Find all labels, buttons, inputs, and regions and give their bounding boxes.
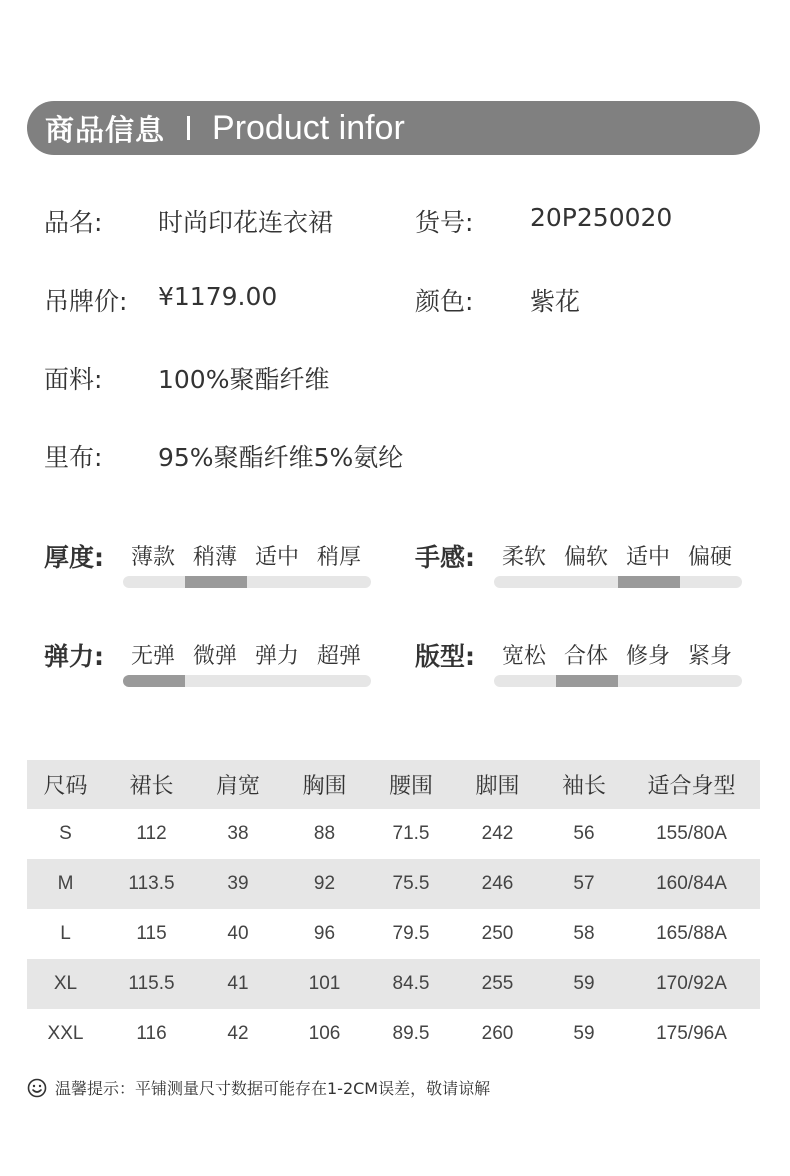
feel-option: 柔软 xyxy=(502,545,547,570)
table-cell: 89.5 xyxy=(392,1023,430,1044)
table-cell: 41 xyxy=(199,959,277,1009)
fit-option: 修身 xyxy=(626,644,671,669)
table-cell: 242 xyxy=(481,823,514,844)
elasticity-option: 无弹 xyxy=(131,644,176,669)
table-cell: S xyxy=(59,823,72,844)
tip-text: 温馨提示：平铺测量尺寸数据可能存在1-2CM误差，敬请谅解 xyxy=(55,1079,491,1098)
feel-option: 偏软 xyxy=(564,545,609,570)
table-cell: 40 xyxy=(227,923,249,944)
table-cell: 115 xyxy=(136,923,167,944)
feel-scale xyxy=(494,576,742,588)
feel-label: 手感: xyxy=(415,543,475,572)
table-row xyxy=(27,809,760,859)
table-row xyxy=(27,1009,760,1059)
table-cell: 246 xyxy=(450,859,545,909)
fit-scale-fill xyxy=(556,675,618,687)
color-label: 颜色: xyxy=(415,287,474,316)
thickness-option: 适中 xyxy=(255,545,300,570)
table-cell: 101 xyxy=(277,959,372,1009)
table-cell: 71.5 xyxy=(392,823,430,844)
fit-option: 紧身 xyxy=(688,644,733,669)
table-cell: 92 xyxy=(277,859,372,909)
header-title-cn: 商品信息 xyxy=(45,112,166,147)
price-label: 吊牌价: xyxy=(44,287,128,316)
table-cell: 42 xyxy=(227,1023,249,1044)
table-cell: 79.5 xyxy=(392,923,430,944)
size-table xyxy=(27,760,760,1059)
size-table-header xyxy=(27,760,760,809)
price-value: ¥1179.00 xyxy=(158,282,278,311)
table-cell: L xyxy=(60,923,71,944)
table-row xyxy=(27,859,760,909)
table-cell: 255 xyxy=(450,959,545,1009)
elasticity-label: 弹力: xyxy=(44,642,104,671)
name-label: 品名: xyxy=(44,208,103,237)
column-header: 胸围 xyxy=(277,760,372,809)
thickness-option: 稍薄 xyxy=(193,545,238,570)
elasticity-option: 弹力 xyxy=(255,644,300,669)
elasticity-scale xyxy=(123,675,371,687)
table-cell: 113.5 xyxy=(104,859,199,909)
table-row xyxy=(27,959,760,1009)
fit-scale xyxy=(494,675,742,687)
feel-option: 适中 xyxy=(626,545,671,570)
thickness-option: 薄款 xyxy=(131,545,176,570)
table-cell: 250 xyxy=(481,923,514,944)
table-cell: 57 xyxy=(545,859,623,909)
lining-label: 里布: xyxy=(44,443,103,472)
thickness-scale xyxy=(123,576,371,588)
column-header: 袖长 xyxy=(545,760,623,809)
table-cell: 116 xyxy=(136,1023,167,1044)
column-header: 肩宽 xyxy=(199,760,277,809)
column-header: 适合身型 xyxy=(623,760,760,809)
table-cell: 38 xyxy=(227,823,249,844)
elasticity-option: 超弹 xyxy=(317,644,362,669)
table-cell: 115.5 xyxy=(104,959,199,1009)
table-cell: XXL xyxy=(47,1023,84,1044)
thickness-label: 厚度: xyxy=(44,543,104,572)
thickness-scale-fill xyxy=(185,576,247,588)
header-title-en: Product infor xyxy=(212,108,405,147)
tip-note xyxy=(27,1076,490,1099)
table-cell: 39 xyxy=(199,859,277,909)
smiley-icon xyxy=(27,1078,47,1098)
thickness-option: 稍厚 xyxy=(317,545,362,570)
feel-option: 偏硬 xyxy=(688,545,733,570)
table-cell: 155/80A xyxy=(656,823,727,844)
column-header: 腰围 xyxy=(372,760,450,809)
section-header xyxy=(27,101,760,155)
table-cell: 58 xyxy=(573,923,595,944)
elasticity-scale-fill xyxy=(123,675,185,687)
table-cell: 165/88A xyxy=(656,923,727,944)
table-cell: 59 xyxy=(573,1023,595,1044)
fit-label: 版型: xyxy=(415,642,475,671)
fit-option: 合体 xyxy=(564,644,609,669)
column-header: 脚围 xyxy=(450,760,545,809)
name-value: 时尚印花连衣裙 xyxy=(158,208,334,237)
table-cell: 59 xyxy=(545,959,623,1009)
table-cell: 112 xyxy=(136,823,167,844)
table-cell: 88 xyxy=(313,823,336,844)
sku-value: 20P250020 xyxy=(530,203,673,232)
table-cell: XL xyxy=(27,959,104,1009)
table-cell: 260 xyxy=(481,1023,514,1044)
table-cell: 170/92A xyxy=(623,959,760,1009)
header-divider xyxy=(187,116,190,140)
elasticity-option: 微弹 xyxy=(193,644,238,669)
table-cell: 106 xyxy=(308,1023,341,1044)
fabric-label: 面料: xyxy=(44,365,103,394)
table-cell: 175/96A xyxy=(656,1023,727,1044)
table-cell: 75.5 xyxy=(372,859,450,909)
feel-scale-fill xyxy=(618,576,680,588)
table-cell: 84.5 xyxy=(372,959,450,1009)
table-cell: 96 xyxy=(313,923,336,944)
table-cell: M xyxy=(27,859,104,909)
lining-value: 95%聚酯纤维5%氨纶 xyxy=(158,443,404,472)
table-cell: 56 xyxy=(573,823,595,844)
column-header: 裙长 xyxy=(104,760,199,809)
fit-option: 宽松 xyxy=(502,644,547,669)
column-header: 尺码 xyxy=(27,760,104,809)
color-value: 紫花 xyxy=(530,287,581,316)
fabric-value: 100%聚酯纤维 xyxy=(158,365,330,394)
sku-label: 货号: xyxy=(415,208,474,237)
table-row xyxy=(27,909,760,959)
table-cell: 160/84A xyxy=(623,859,760,909)
